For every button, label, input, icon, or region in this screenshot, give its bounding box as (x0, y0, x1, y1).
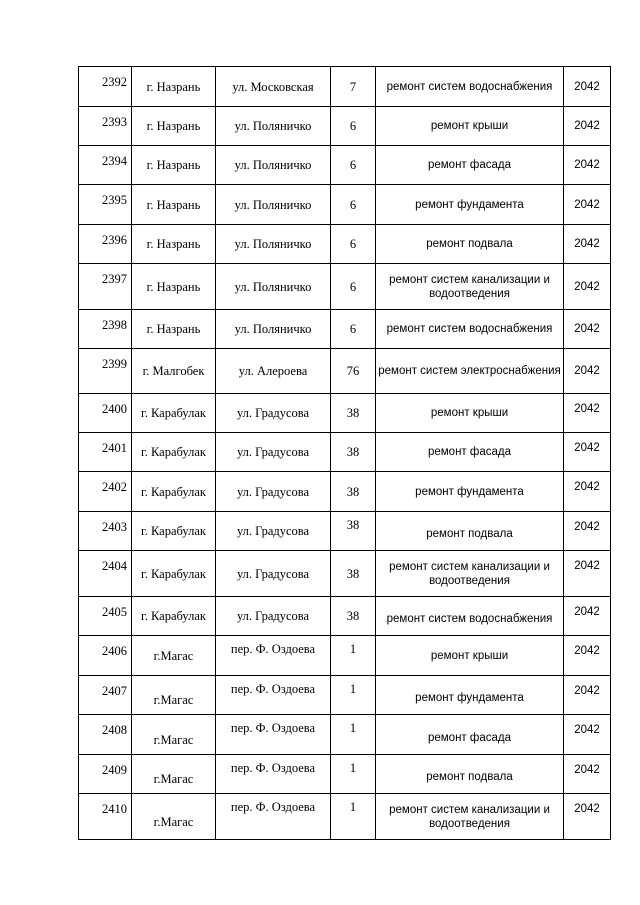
table-row (79, 794, 611, 840)
cell-street: ул. Московская (216, 67, 331, 107)
cell-year: 2042 (564, 636, 611, 676)
cell-city: г. Карабулак (132, 512, 216, 551)
cell-house: 6 (331, 264, 376, 310)
cell-street: пер. Ф. Оздоева (216, 676, 331, 715)
cell-city: г.Магас (132, 636, 216, 676)
table-row (79, 349, 611, 394)
table-row (79, 472, 611, 512)
cell-work: ремонт фасада (376, 146, 564, 185)
cell-street: пер. Ф. Оздоева (216, 715, 331, 755)
cell-work: ремонт систем водоснабжения (376, 67, 564, 107)
cell-num: 2410 (79, 794, 132, 840)
cell-city: г. Карабулак (132, 551, 216, 597)
cell-house: 1 (331, 715, 376, 755)
cell-city: г. Назрань (132, 107, 216, 146)
table-body (79, 67, 611, 840)
cell-city: г. Назрань (132, 185, 216, 225)
cell-work: ремонт крыши (376, 107, 564, 146)
cell-year: 2042 (564, 185, 611, 225)
cell-work: ремонт подвала (376, 755, 564, 794)
cell-house: 6 (331, 225, 376, 264)
cell-work: ремонт систем канализации и водоотведения (376, 551, 564, 597)
table-row (79, 146, 611, 185)
cell-street: пер. Ф. Оздоева (216, 636, 331, 676)
table-row (79, 107, 611, 146)
cell-city: г. Назрань (132, 225, 216, 264)
cell-city: г. Карабулак (132, 433, 216, 472)
cell-num: 2393 (79, 107, 132, 146)
cell-city: г. Назрань (132, 67, 216, 107)
cell-year: 2042 (564, 146, 611, 185)
cell-house: 1 (331, 794, 376, 840)
repair-schedule-table (78, 66, 611, 840)
cell-street: ул. Поляничко (216, 264, 331, 310)
cell-street: ул. Градусова (216, 433, 331, 472)
cell-year: 2042 (564, 755, 611, 794)
cell-work: ремонт подвала (376, 225, 564, 264)
cell-num: 2395 (79, 185, 132, 225)
cell-street: ул. Градусова (216, 472, 331, 512)
cell-house: 6 (331, 310, 376, 349)
cell-work: ремонт фундамента (376, 676, 564, 715)
cell-year: 2042 (564, 349, 611, 394)
cell-year: 2042 (564, 551, 611, 597)
cell-street: ул. Поляничко (216, 185, 331, 225)
cell-num: 2409 (79, 755, 132, 794)
cell-house: 7 (331, 67, 376, 107)
cell-street: пер. Ф. Оздоева (216, 794, 331, 840)
cell-street: ул. Алероева (216, 349, 331, 394)
cell-num: 2407 (79, 676, 132, 715)
cell-city: г.Магас (132, 794, 216, 840)
cell-num: 2397 (79, 264, 132, 310)
cell-work: ремонт крыши (376, 394, 564, 433)
table-row (79, 394, 611, 433)
cell-street: ул. Градусова (216, 597, 331, 636)
cell-num: 2392 (79, 67, 132, 107)
cell-house: 38 (331, 551, 376, 597)
cell-work: ремонт фасада (376, 433, 564, 472)
cell-city: г. Назрань (132, 264, 216, 310)
cell-year: 2042 (564, 225, 611, 264)
cell-house: 38 (331, 472, 376, 512)
table-row (79, 310, 611, 349)
cell-street: ул. Поляничко (216, 225, 331, 264)
cell-street: пер. Ф. Оздоева (216, 755, 331, 794)
cell-house: 6 (331, 185, 376, 225)
cell-num: 2401 (79, 433, 132, 472)
cell-street: ул. Поляничко (216, 310, 331, 349)
cell-year: 2042 (564, 310, 611, 349)
cell-year: 2042 (564, 715, 611, 755)
cell-year: 2042 (564, 472, 611, 512)
cell-num: 2394 (79, 146, 132, 185)
table-row (79, 67, 611, 107)
cell-work: ремонт систем электроснабжения (376, 349, 564, 394)
cell-city: г. Карабулак (132, 597, 216, 636)
cell-house: 6 (331, 146, 376, 185)
cell-street: ул. Поляничко (216, 146, 331, 185)
cell-house: 38 (331, 433, 376, 472)
cell-num: 2408 (79, 715, 132, 755)
cell-work: ремонт фасада (376, 715, 564, 755)
cell-year: 2042 (564, 107, 611, 146)
cell-city: г. Карабулак (132, 472, 216, 512)
cell-work: ремонт подвала (376, 512, 564, 551)
cell-city: г.Магас (132, 715, 216, 755)
cell-year: 2042 (564, 394, 611, 433)
cell-num: 2404 (79, 551, 132, 597)
cell-num: 2398 (79, 310, 132, 349)
cell-city: г.Магас (132, 676, 216, 715)
cell-work: ремонт систем канализации и водоотведения (376, 264, 564, 310)
table-row (79, 551, 611, 597)
cell-city: г. Назрань (132, 310, 216, 349)
cell-work: ремонт систем водоснабжения (376, 310, 564, 349)
table-row (79, 264, 611, 310)
cell-work: ремонт фундамента (376, 185, 564, 225)
table-row (79, 433, 611, 472)
table-row (79, 225, 611, 264)
table-row (79, 512, 611, 551)
cell-year: 2042 (564, 794, 611, 840)
table-row (79, 636, 611, 676)
cell-city: г. Назрань (132, 146, 216, 185)
cell-num: 2403 (79, 512, 132, 551)
cell-num: 2405 (79, 597, 132, 636)
table-row (79, 755, 611, 794)
cell-year: 2042 (564, 676, 611, 715)
table-row (79, 597, 611, 636)
cell-house: 38 (331, 512, 376, 551)
cell-num: 2399 (79, 349, 132, 394)
cell-year: 2042 (564, 264, 611, 310)
cell-house: 6 (331, 107, 376, 146)
cell-year: 2042 (564, 67, 611, 107)
cell-year: 2042 (564, 433, 611, 472)
cell-house: 1 (331, 755, 376, 794)
cell-house: 38 (331, 597, 376, 636)
cell-num: 2406 (79, 636, 132, 676)
cell-city: г. Малгобек (132, 349, 216, 394)
cell-year: 2042 (564, 512, 611, 551)
cell-num: 2402 (79, 472, 132, 512)
cell-house: 1 (331, 636, 376, 676)
cell-street: ул. Градусова (216, 551, 331, 597)
table-row (79, 185, 611, 225)
cell-house: 1 (331, 676, 376, 715)
cell-work: ремонт систем водоснабжения (376, 597, 564, 636)
cell-num: 2400 (79, 394, 132, 433)
cell-work: ремонт фундамента (376, 472, 564, 512)
cell-city: г. Карабулак (132, 394, 216, 433)
cell-street: ул. Поляничко (216, 107, 331, 146)
cell-house: 76 (331, 349, 376, 394)
cell-work: ремонт крыши (376, 636, 564, 676)
cell-street: ул. Градусова (216, 512, 331, 551)
cell-city: г.Магас (132, 755, 216, 794)
table-row (79, 715, 611, 755)
cell-street: ул. Градусова (216, 394, 331, 433)
cell-year: 2042 (564, 597, 611, 636)
table-row (79, 676, 611, 715)
cell-house: 38 (331, 394, 376, 433)
cell-num: 2396 (79, 225, 132, 264)
cell-work: ремонт систем канализации и водоотведения (376, 794, 564, 840)
